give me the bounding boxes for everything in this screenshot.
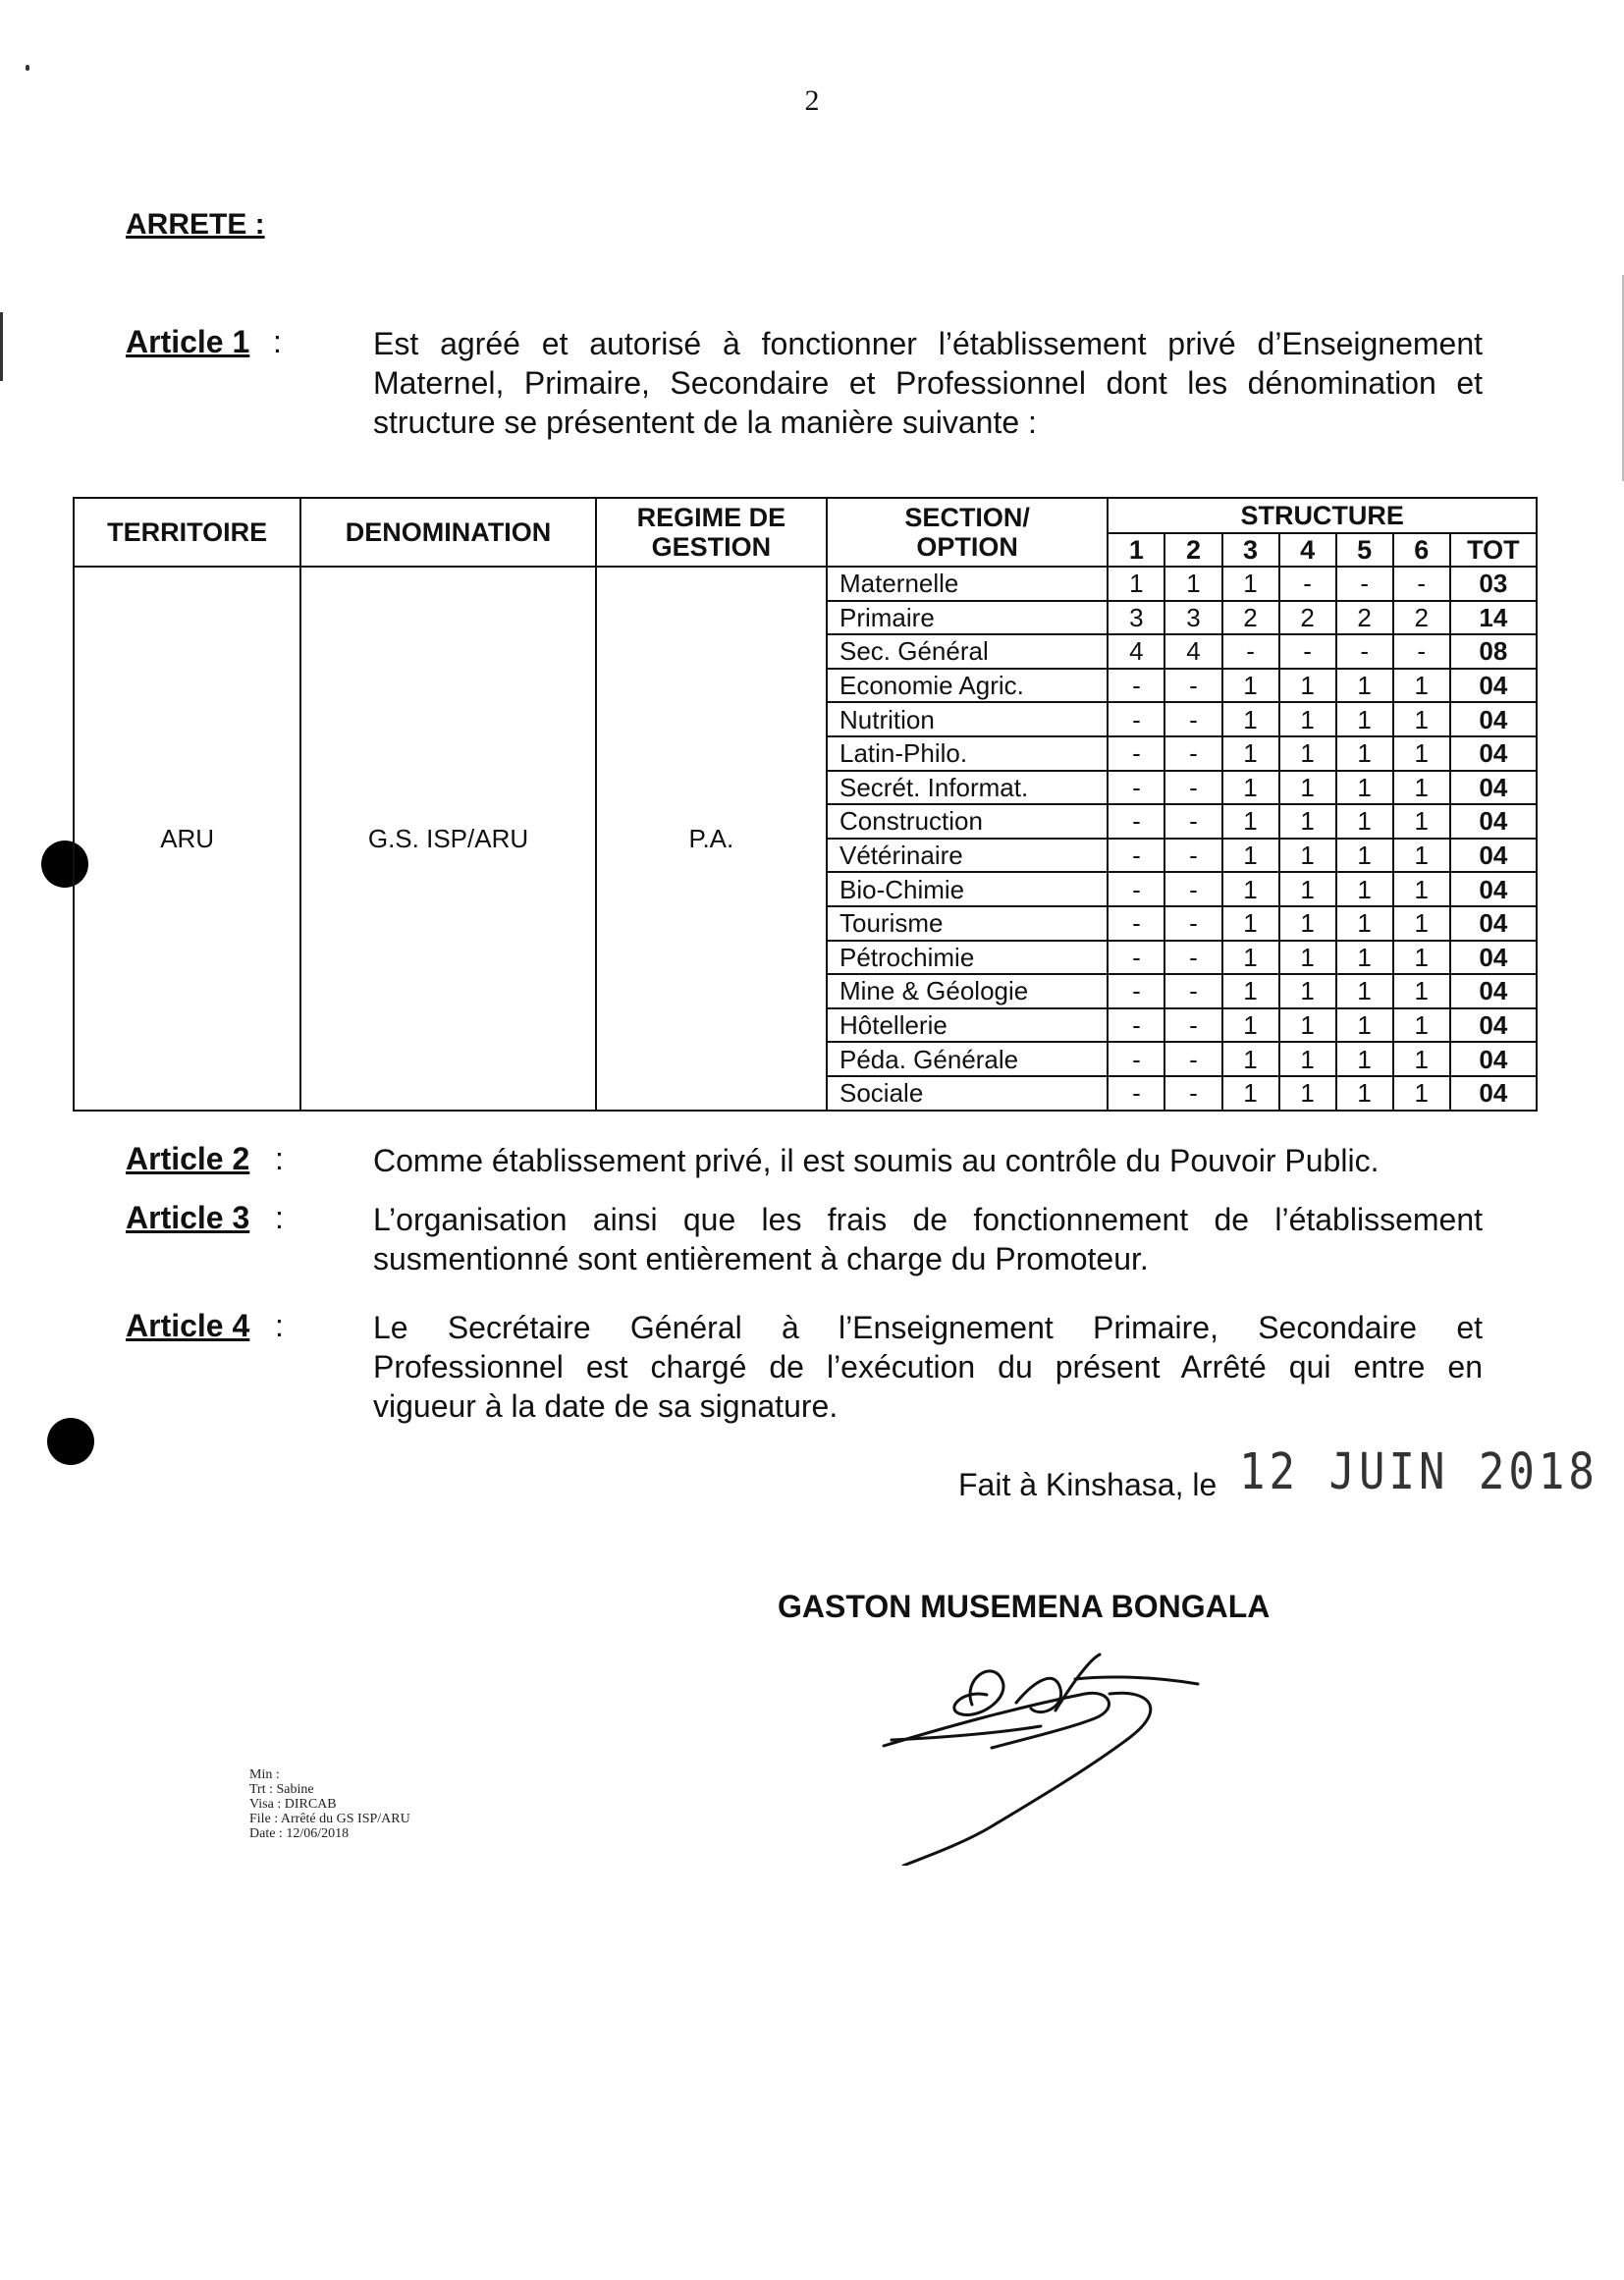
cell-year-value: - <box>1108 804 1164 839</box>
cell-year-value: - <box>1108 771 1164 805</box>
meta-line: File : Arrêté du GS ISP/ARU <box>249 1812 410 1826</box>
cell-year-value: 1 <box>1336 804 1393 839</box>
header-section <box>827 498 1108 567</box>
article-2-colon: : <box>275 1141 284 1176</box>
cell-year-value: 1 <box>1279 974 1336 1008</box>
cell-section: Pétrochimie <box>827 941 1108 975</box>
article-2-line: Comme établissement privé, il est soumis au contrôle du Pouvoir Public. <box>373 1143 1380 1178</box>
cell-year-value: 1 <box>1336 974 1393 1008</box>
cell-section: Vétérinaire <box>827 839 1108 873</box>
structure-table-body <box>74 567 1537 1111</box>
handwritten-signature <box>874 1650 1286 1866</box>
cell-year-value: - <box>1108 1076 1164 1111</box>
cell-year-value: 1 <box>1336 1076 1393 1111</box>
header-denomination: DENOMINATION <box>300 498 595 567</box>
cell-year-value: 1 <box>1336 941 1393 975</box>
article-4-line: Professionnel est chargé de l’exécution du présent Arrêté qui entre en <box>373 1349 1483 1384</box>
cell-year-value: 1 <box>1279 702 1336 736</box>
cell-section: Latin-Philo. <box>827 736 1108 771</box>
cell-section: Primaire <box>827 601 1108 635</box>
cell-year-value: 1 <box>1393 702 1450 736</box>
header-structure: STRUCTURE <box>1108 498 1537 533</box>
cell-year-value: - <box>1108 736 1164 771</box>
cell-year-value: 1 <box>1222 974 1279 1008</box>
cell-total: 04 <box>1450 839 1537 873</box>
cell-year-value: - <box>1164 906 1221 941</box>
cell-year-value: 1 <box>1222 804 1279 839</box>
cell-total: 08 <box>1450 634 1537 669</box>
cell-year-value: 1 <box>1222 1076 1279 1111</box>
header-year: 3 <box>1222 533 1279 567</box>
article-4-line: vigueur à la date de sa signature. <box>373 1388 839 1424</box>
cell-year-value: 1 <box>1222 839 1279 873</box>
cell-total: 04 <box>1450 1008 1537 1043</box>
cell-year-value: - <box>1336 567 1393 601</box>
article-1-colon: : <box>273 324 282 359</box>
article-3-line: susmentionné sont entièrement à charge du Promoteur. <box>373 1241 1149 1276</box>
signer-name: GASTON MUSEMENA BONGALA <box>778 1589 1271 1624</box>
article-1-line: Est agréé et autorisé à fonctionner l’établissement privé d’Enseignement <box>373 326 1483 361</box>
cell-total: 14 <box>1450 601 1537 635</box>
cell-total: 04 <box>1450 872 1537 906</box>
cell-section: Economie Agric. <box>827 669 1108 703</box>
cell-year-value: - <box>1108 702 1164 736</box>
cell-section: Hôtellerie <box>827 1008 1108 1043</box>
cell-total: 04 <box>1450 974 1537 1008</box>
cell-year-value: 1 <box>1279 872 1336 906</box>
cell-section: Nutrition <box>827 702 1108 736</box>
file-metadata <box>249 1767 410 1841</box>
cell-year-value: 1 <box>1222 702 1279 736</box>
cell-year-value: 2 <box>1279 601 1336 635</box>
header-regime <box>596 498 827 567</box>
cell-year-value: - <box>1108 906 1164 941</box>
header-year: 5 <box>1336 533 1393 567</box>
article-3-line: L’organisation ainsi que les frais de fonctionnement de l’établissement <box>373 1202 1483 1237</box>
place-of-signature: Fait à Kinshasa, le <box>958 1467 1218 1502</box>
cell-total: 04 <box>1450 702 1537 736</box>
cell-year-value: - <box>1164 872 1221 906</box>
cell-total: 04 <box>1450 804 1537 839</box>
cell-year-value: - <box>1164 804 1221 839</box>
cell-year-value: 1 <box>1393 974 1450 1008</box>
article-2-text <box>373 1141 1483 1180</box>
cell-year-value: - <box>1336 634 1393 669</box>
cell-year-value: 4 <box>1108 634 1164 669</box>
cell-year-value: 1 <box>1393 872 1450 906</box>
cell-year-value: 1 <box>1222 771 1279 805</box>
cell-year-value: 2 <box>1336 601 1393 635</box>
header-section-line: SECTION/ <box>904 503 1030 532</box>
cell-year-value: - <box>1164 702 1221 736</box>
cell-year-value: - <box>1393 634 1450 669</box>
cell-year-value: 1 <box>1279 941 1336 975</box>
cell-year-value: 1 <box>1222 906 1279 941</box>
cell-total: 03 <box>1450 567 1537 601</box>
cell-year-value: 1 <box>1393 771 1450 805</box>
cell-year-value: - <box>1164 1008 1221 1043</box>
article-3-label: Article 3 <box>126 1200 250 1235</box>
cell-year-value: - <box>1393 567 1450 601</box>
cell-year-value: 1 <box>1336 771 1393 805</box>
cell-year-value: 1 <box>1279 804 1336 839</box>
cell-year-value: - <box>1164 771 1221 805</box>
cell-year-value: 2 <box>1393 601 1450 635</box>
cell-year-value: 1 <box>1393 839 1450 873</box>
article-4-colon: : <box>275 1308 284 1343</box>
cell-year-value: - <box>1164 1076 1221 1111</box>
cell-year-value: 1 <box>1279 1076 1336 1111</box>
cell-year-value: 1 <box>1393 669 1450 703</box>
cell-year-value: 1 <box>1279 1008 1336 1043</box>
cell-year-value: - <box>1164 736 1221 771</box>
cell-year-value: 1 <box>1393 736 1450 771</box>
cell-year-value: - <box>1164 974 1221 1008</box>
cell-regime: P.A. <box>596 567 827 1111</box>
cell-year-value: 1 <box>1279 906 1336 941</box>
article-4-line: Le Secrétaire Général à l’Enseignement Primaire, Secondaire et <box>373 1310 1483 1345</box>
cell-year-value: 1 <box>1222 941 1279 975</box>
cell-territoire: ARU <box>74 567 300 1111</box>
meta-line: Visa : DIRCAB <box>249 1797 337 1812</box>
header-year: 4 <box>1279 533 1336 567</box>
cell-denomination: G.S. ISP/ARU <box>300 567 595 1111</box>
cell-section: Construction <box>827 804 1108 839</box>
cell-section: Mine & Géologie <box>827 974 1108 1008</box>
meta-line: Date : 12/06/2018 <box>249 1826 350 1841</box>
cell-year-value: 1 <box>1279 669 1336 703</box>
cell-total: 04 <box>1450 771 1537 805</box>
cell-year-value: 1 <box>1393 1076 1450 1111</box>
cell-year-value: - <box>1164 839 1221 873</box>
cell-year-value: 1 <box>1336 1008 1393 1043</box>
cell-year-value: 1 <box>1336 736 1393 771</box>
cell-year-value: - <box>1108 1008 1164 1043</box>
cell-total: 04 <box>1450 736 1537 771</box>
cell-year-value: 1 <box>1279 839 1336 873</box>
header-section-line: OPTION <box>916 532 1018 562</box>
article-4-text <box>373 1308 1483 1426</box>
cell-year-value: 1 <box>1279 1042 1336 1076</box>
cell-total: 04 <box>1450 1076 1537 1111</box>
article-4-label: Article 4 <box>126 1308 250 1343</box>
cell-section: Bio-Chimie <box>827 872 1108 906</box>
cell-section: Secrét. Informat. <box>827 771 1108 805</box>
header-territoire: TERRITOIRE <box>74 498 300 567</box>
cell-year-value: 1 <box>1279 736 1336 771</box>
cell-year-value: 1 <box>1393 1008 1450 1043</box>
scan-speck <box>26 65 29 71</box>
date-stamp: 12 JUIN 2018 <box>1239 1443 1598 1501</box>
header-year: 1 <box>1108 533 1164 567</box>
cell-section: Péda. Générale <box>827 1042 1108 1076</box>
article-1-label: Article 1 <box>126 324 250 359</box>
cell-year-value: 1 <box>1393 1042 1450 1076</box>
cell-year-value: - <box>1108 974 1164 1008</box>
header-year: 2 <box>1164 533 1221 567</box>
article-1-line: structure se présentent de la manière suivante : <box>373 405 1037 440</box>
cell-year-value: 1 <box>1393 941 1450 975</box>
cell-year-value: - <box>1108 1042 1164 1076</box>
cell-year-value: 1 <box>1393 906 1450 941</box>
header-regime-line: REGIME DE <box>636 503 786 532</box>
cell-year-value: 1 <box>1279 771 1336 805</box>
header-year: 6 <box>1393 533 1450 567</box>
page-number: 2 <box>804 84 820 117</box>
cell-year-value: - <box>1222 634 1279 669</box>
cell-total: 04 <box>1450 669 1537 703</box>
article-3-text <box>373 1200 1483 1278</box>
cell-section: Sec. Général <box>827 634 1108 669</box>
cell-year-value: 1 <box>1336 1042 1393 1076</box>
cell-year-value: 1 <box>1222 1008 1279 1043</box>
cell-year-value: 1 <box>1222 567 1279 601</box>
meta-line: Trt : Sabine <box>249 1782 314 1797</box>
cell-year-value: - <box>1108 872 1164 906</box>
cell-year-value: - <box>1279 634 1336 669</box>
cell-year-value: 1 <box>1222 1042 1279 1076</box>
cell-section: Sociale <box>827 1076 1108 1111</box>
article-1-text <box>373 324 1483 442</box>
cell-year-value: - <box>1164 669 1221 703</box>
cell-section: Maternelle <box>827 567 1108 601</box>
cell-year-value: - <box>1108 839 1164 873</box>
cell-total: 04 <box>1450 1042 1537 1076</box>
cell-year-value: 3 <box>1164 601 1221 635</box>
cell-year-value: - <box>1108 669 1164 703</box>
cell-section: Tourisme <box>827 906 1108 941</box>
cell-year-value: - <box>1164 1042 1221 1076</box>
cell-year-value: 1 <box>1336 702 1393 736</box>
cell-total: 04 <box>1450 906 1537 941</box>
article-2-label: Article 2 <box>126 1141 250 1176</box>
arrete-heading: ARRETE : <box>126 208 265 241</box>
punch-hole-lower <box>47 1418 94 1465</box>
cell-year-value: 1 <box>1222 669 1279 703</box>
structure-table <box>73 497 1538 1112</box>
cell-year-value: 1 <box>1164 567 1221 601</box>
cell-year-value: 1 <box>1222 872 1279 906</box>
cell-total: 04 <box>1450 941 1537 975</box>
cell-year-value: 3 <box>1108 601 1164 635</box>
cell-year-value: 1 <box>1336 669 1393 703</box>
header-total: TOT <box>1450 533 1537 567</box>
cell-year-value: 1 <box>1393 804 1450 839</box>
cell-year-value: 4 <box>1164 634 1221 669</box>
cell-year-value: 1 <box>1336 839 1393 873</box>
cell-year-value: - <box>1279 567 1336 601</box>
meta-line: Min : <box>249 1767 280 1782</box>
cell-year-value: - <box>1164 941 1221 975</box>
header-regime-line: GESTION <box>651 532 772 562</box>
cell-year-value: - <box>1108 941 1164 975</box>
cell-year-value: 1 <box>1336 872 1393 906</box>
cell-year-value: 2 <box>1222 601 1279 635</box>
article-3-colon: : <box>275 1200 284 1235</box>
cell-year-value: 1 <box>1336 906 1393 941</box>
scan-edge-mark <box>0 312 3 381</box>
article-1-line: Maternel, Primaire, Secondaire et Professionnel dont les dénomination et <box>373 365 1483 401</box>
table-row <box>74 567 1537 601</box>
cell-year-value: 1 <box>1108 567 1164 601</box>
cell-year-value: 1 <box>1222 736 1279 771</box>
